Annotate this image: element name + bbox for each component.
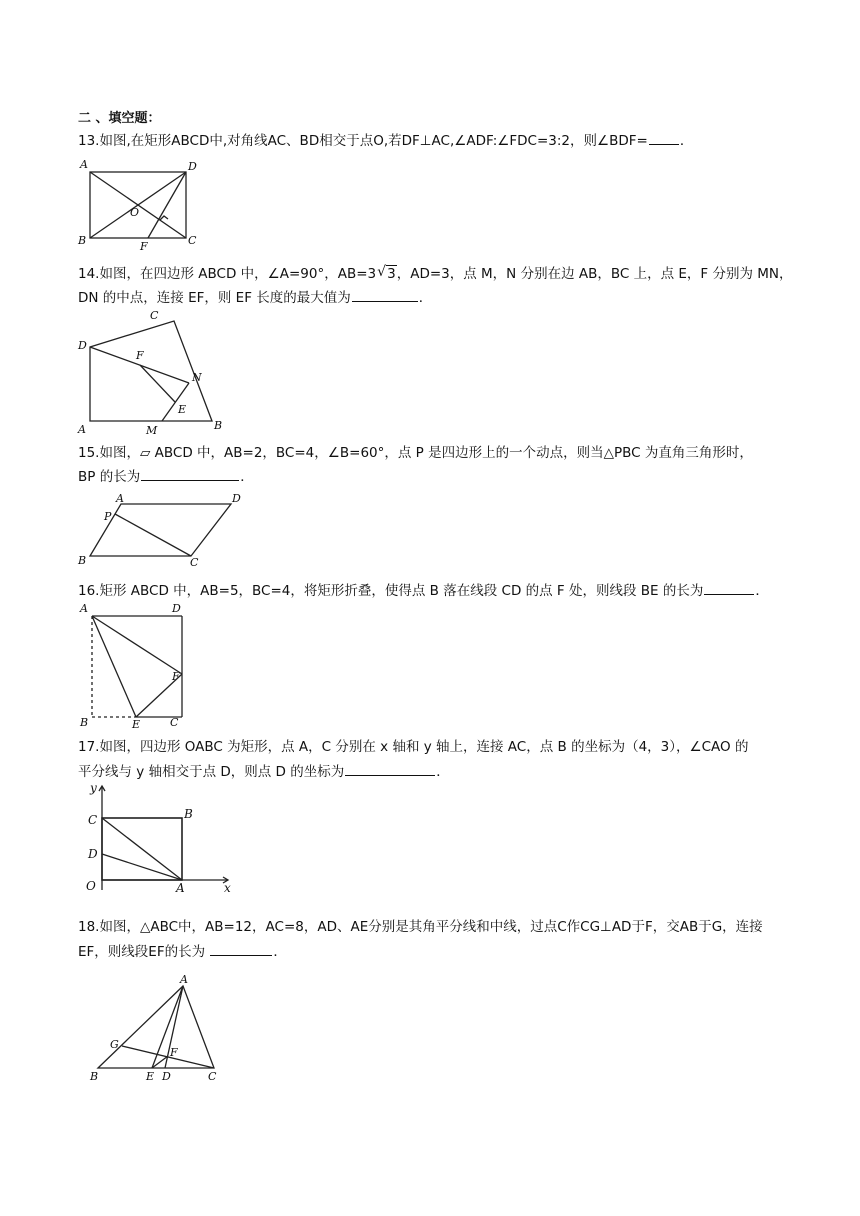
q15-label-c: C: [190, 556, 199, 569]
q15-figure: [78, 492, 248, 572]
q15-label-a: A: [116, 492, 124, 505]
q14-prompt-a: 14.如图，在四边形 ABCD 中，∠A=90°，AB=3: [78, 266, 377, 282]
q15-label-b: B: [78, 554, 87, 567]
q16-text: [78, 581, 769, 600]
q14-label-a: A: [78, 423, 86, 436]
q18-prompt: EF，则线段EF的长为: [78, 944, 210, 960]
q16-label-c: C: [170, 716, 179, 729]
q13-text: [78, 131, 693, 150]
q15-text-line2: [78, 467, 254, 486]
q17-label-x: x: [224, 881, 231, 895]
q13-figure: [78, 158, 208, 253]
q18-label-g: G: [110, 1038, 119, 1051]
q16-crease-ae: [92, 616, 136, 717]
q14-sqrt: [377, 265, 397, 283]
q18-label-b: B: [90, 1070, 99, 1083]
q16-label-a: A: [80, 602, 88, 615]
q13-segment-df: [148, 172, 186, 238]
q15-segment-pc: [115, 514, 191, 556]
q15-label-d: D: [232, 492, 241, 505]
q17-label-y: y: [90, 781, 97, 795]
q16-prompt: 16.矩形 ABCD 中，AB=5，BC=4，将矩形折叠，使得点 B 落在线段 CD 的点 F 处，则线段 BE 的长为: [78, 583, 704, 599]
q14-radicand: 3: [387, 266, 396, 282]
q13-label-b: B: [78, 234, 87, 247]
q13-label-f: F: [140, 240, 148, 253]
q17-label-o: O: [86, 879, 96, 893]
q13-label-d: D: [188, 160, 197, 173]
q15-label-p: P: [104, 510, 112, 523]
q14-prompt-b: ，AD=3，点 M，N 分别在边 AB，BC 上，点 E，F 分别为 MN，: [396, 266, 793, 282]
q13-right-angle-mark: [160, 216, 168, 220]
q18-text-line2: [78, 942, 287, 961]
q17-text-line1: 17.如图，四边形 OABC 为矩形，点 A，C 分别在 x 轴和 y 轴上，连接 AC，点 B 的坐标为（4，3），∠CAO 的: [78, 739, 749, 755]
q14-label-b: B: [214, 419, 223, 432]
q16-segment-af: [92, 616, 182, 674]
q16-answer-blank[interactable]: [704, 581, 754, 595]
q16-figure: [78, 600, 188, 730]
q18-label-d: D: [162, 1070, 171, 1083]
q17-label-c: C: [88, 813, 98, 827]
q14-end: ．: [418, 290, 433, 306]
radical-sign-icon: √: [377, 264, 387, 280]
q14-figure: [78, 309, 228, 439]
q18-segment-gc: [122, 1046, 214, 1068]
q17-prompt: 平分线与 y 轴相交于点 D，则点 D 的坐标为: [78, 764, 345, 780]
q15-prompt: BP 的长为: [78, 469, 141, 485]
q17-figure: [78, 780, 238, 895]
q17-label-a: A: [176, 881, 185, 895]
q17-end: ．: [436, 764, 450, 780]
q14-text-line2: [78, 288, 432, 307]
q17-label-b: B: [184, 807, 193, 821]
q15-text-line1: 15.如图，▱ ABCD 中，AB=2，BC=4，∠B=60°，点 P 是四边形上的一个动点，则当△PBC 为直角三角形时，: [78, 445, 753, 461]
q17-label-d: D: [88, 847, 98, 861]
q14-prompt-c: DN 的中点，连接 EF，则 EF 长度的最大值为: [78, 290, 351, 306]
q18-answer-blank[interactable]: [210, 942, 272, 956]
q16-label-d: D: [172, 602, 181, 615]
q14-label-f: F: [136, 349, 144, 362]
q17-segment-da: [102, 854, 182, 880]
q18-label-c: C: [208, 1070, 217, 1083]
q14-text-line1: [78, 265, 793, 283]
q16-label-e: E: [132, 718, 141, 731]
q13-prompt: 13.如图,在矩形ABCD中,对角线AC、BD相交于点O,若DF⊥AC,∠ADF:∠FDC=3:2，则∠BDF=: [78, 133, 648, 149]
q14-label-n: N: [192, 371, 202, 384]
q16-label-f: F: [172, 670, 180, 683]
q14-answer-blank[interactable]: [352, 288, 418, 302]
q17-text-line2: [78, 762, 450, 781]
q18-label-e: E: [146, 1070, 155, 1083]
q14-label-m: M: [146, 424, 158, 437]
q18-label-f: F: [170, 1046, 178, 1059]
q16-end: ．: [755, 583, 769, 599]
q18-end: ．: [273, 944, 287, 960]
section-title: 二 、填空题：: [78, 111, 161, 126]
q17-segment-ca: [102, 818, 182, 880]
q13-label-o: O: [130, 206, 140, 219]
q16-label-b: B: [80, 716, 89, 729]
q14-label-e: E: [178, 403, 187, 416]
q15-end: ．: [240, 469, 254, 485]
q13-end: ．: [679, 133, 694, 149]
q14-label-d: D: [78, 339, 87, 352]
q17-answer-blank[interactable]: [345, 762, 435, 776]
q14-label-c: C: [150, 309, 159, 322]
q15-answer-blank[interactable]: [141, 467, 239, 481]
q13-label-c: C: [188, 234, 197, 247]
q18-text-line1: 18.如图，△ABC中，AB=12，AC=8，AD、AE分别是其角平分线和中线，过点C作CG⊥AD于F，交AB于G，连接: [78, 919, 763, 935]
q13-label-a: A: [80, 158, 88, 171]
q18-label-a: A: [180, 973, 188, 986]
q13-answer-blank[interactable]: [649, 131, 679, 145]
q14-segment-fe: [140, 365, 175, 402]
q18-figure: [88, 970, 233, 1090]
